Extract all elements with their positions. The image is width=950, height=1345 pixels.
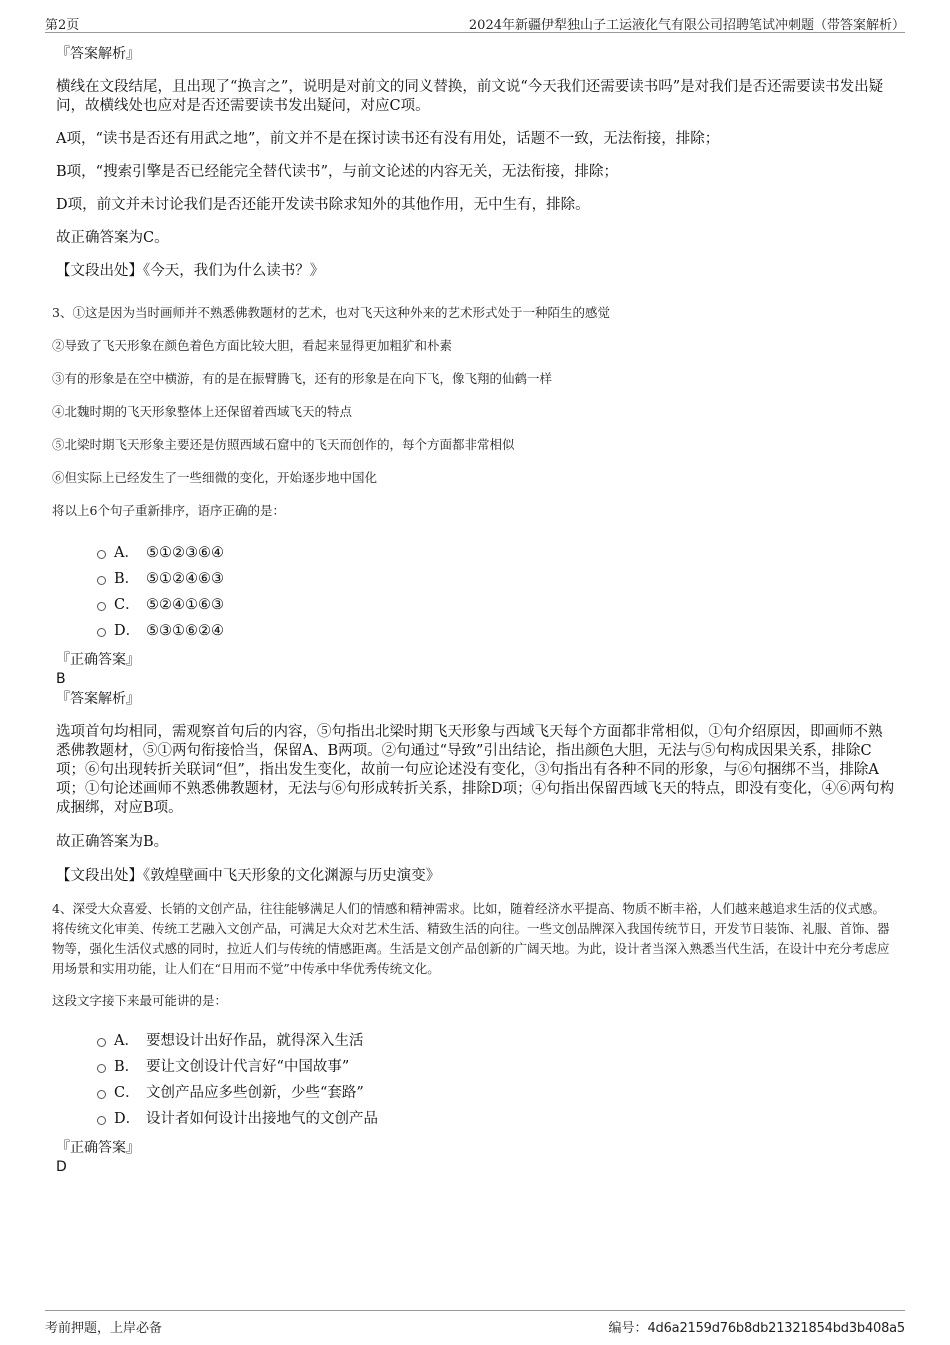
radio-button[interactable] <box>97 576 106 585</box>
q3-option-b[interactable]: B． ⑤①②④⑥③ <box>94 566 896 592</box>
q2-analysis-p4: D项，前文并未讨论我们是否还能开发读书除求知外的其他作用，无中生有，排除。 <box>56 197 590 213</box>
q4-option-c[interactable]: C． 文创产品应多些创新，少些“套路” <box>94 1080 896 1106</box>
q4-option-d[interactable]: D． 设计者如何设计出接地气的文创产品 <box>94 1106 896 1132</box>
q4-stem: 4、深受大众喜爱、长销的文创产品，往往能够满足人们的情感和精神需求。比如，随着经济水平提高、物质不断丰裕，人们越来越追求生活的仪式感。将传统文化审美、传统工艺融入文创产品，可满足大众对艺术生活、精致生活的向往。一些文创品牌深入我国传统节日，开发节日装饰、礼服、首饰、器物等，强化生活仪式感的同时，拉近人们与传统的情感距离。生活是文创产品创新的广阔天地。为此，设计者当深入熟悉当代生活，在设计中充分考虑应用场景和实用功能，让人们在“日用而不觉”中传承中华优秀传统文化。 <box>52 901 890 976</box>
q3-sentence-4: ④北魏时期的飞天形象整体上还保留着西域飞天的特点 <box>52 404 353 419</box>
radio-button[interactable] <box>97 1090 106 1099</box>
q3-option-a[interactable]: A． ⑤①②③⑥④ <box>94 540 896 566</box>
q2-source: 【文段出处】《今天，我们为什么读书？》 <box>56 263 325 279</box>
q3-correct-label: 『正确答案』 <box>56 652 140 668</box>
q3-analysis: 选项首句均相同，需观察首句后的内容，⑤句指出北梁时期飞天形象与西域飞天每个方面都非常相似，①句介绍原因，即画师不熟悉佛教题材，⑤①两句衔接恰当，保留A、B两项。②句通过“导致”引出结论，指出颜色大胆，无法与⑤句构成因果关系，排除C项；⑥句出现转折关联词“但”，指出发生变化，故前一句应论述没有变化，③句指出有各种不同的形象，与⑥句捆绑不当，排除A项；①句论述画师不熟悉佛教题材，无法与⑥句形成转折关系，排除D项；④句指出保留西域飞天的特点，即没有变化，④⑥两句构成捆绑，对应B项。 <box>56 724 895 816</box>
q3-option-c[interactable]: C． ⑤②④①⑥③ <box>94 592 896 618</box>
page-footer <box>45 1310 905 1335</box>
q4-correct-answer: D <box>56 1159 67 1175</box>
footer-code <box>608 1317 905 1336</box>
radio-button[interactable] <box>97 550 106 559</box>
radio-button[interactable] <box>97 628 106 637</box>
q3-sentence-5: ⑤北梁时期飞天形象主要还是仿照西域石窟中的飞天而创作的，每个方面都非常相似 <box>52 437 515 452</box>
page-number: 第2页 <box>45 18 80 33</box>
q3-source: 【文段出处】《敦煌壁画中飞天形象的文化渊源与历史演变》 <box>56 868 441 884</box>
q4-prompt: 这段文字接下来最可能讲的是： <box>52 993 228 1008</box>
q2-analysis-label: 『答案解析』 <box>56 46 140 62</box>
radio-button[interactable] <box>97 1116 106 1125</box>
q3-sentence-2: ②导致了飞天形象在颜色着色方面比较大胆，看起来显得更加粗犷和朴素 <box>52 338 453 353</box>
document-body <box>52 44 896 1176</box>
document-title: 2024年新疆伊犁独山子工运液化气有限公司招聘笔试冲刺题（带答案解析） <box>468 18 905 33</box>
q4-correct-label: 『正确答案』 <box>56 1140 140 1156</box>
q3-option-d[interactable]: D． ⑤③①⑥②④ <box>94 618 896 644</box>
q2-conclusion: 故正确答案为C。 <box>56 230 169 246</box>
footer-slogan: 考前押题，上岸必备 <box>45 1321 163 1336</box>
q4-option-a[interactable]: A． 要想设计出好作品，就得深入生活 <box>94 1028 896 1054</box>
q3-conclusion: 故正确答案为B。 <box>56 834 169 850</box>
radio-button[interactable] <box>97 1038 106 1047</box>
q2-analysis-p1: 横线在文段结尾，且出现了“换言之”，说明是对前文的同义替换，前文说“今天我们还需要读书吗”是对我们是否还需要读书发出疑问，故横线处也应对是否还需要读书发出疑问，对应C项。 <box>56 79 884 114</box>
radio-button[interactable] <box>97 1064 106 1073</box>
q3-options <box>94 540 896 644</box>
q3-prompt: 将以上6个句子重新排序，语序正确的是： <box>52 503 285 518</box>
page-header <box>45 10 905 33</box>
q3-analysis-label: 『答案解析』 <box>56 691 140 707</box>
q3-sentence-6: ⑥但实际上已经发生了一些细微的变化，开始逐步地中国化 <box>52 470 378 485</box>
footer-code-value: 4d6a2159d76b8db21321854bd3b408a5 <box>647 1321 905 1336</box>
q3-correct-answer: B <box>56 671 66 687</box>
q2-analysis-p2: A项，“读书是否还有用武之地”，前文并不是在探讨读书还有没有用处，话题不一致，无法衔接，排除； <box>56 131 720 147</box>
radio-button[interactable] <box>97 602 106 611</box>
q4-options <box>94 1028 896 1132</box>
q4-option-b[interactable]: B． 要让文创设计代言好“中国故事” <box>94 1054 896 1080</box>
q3-sentence-3: ③有的形象是在空中横游，有的是在振臂腾飞，还有的形象是在向下飞，像飞翔的仙鹤一样 <box>52 371 553 386</box>
q2-analysis-p3: B项，“搜索引擎是否已经能完全替代读书”，与前文论述的内容无关，无法衔接，排除； <box>56 164 618 180</box>
footer-code-label: 编号： <box>608 1321 648 1336</box>
q3-sentence-1: 3、①这是因为当时画师并不熟悉佛教题材的艺术，也对飞天这种外来的艺术形式处于一种陌生的感觉 <box>52 305 610 320</box>
